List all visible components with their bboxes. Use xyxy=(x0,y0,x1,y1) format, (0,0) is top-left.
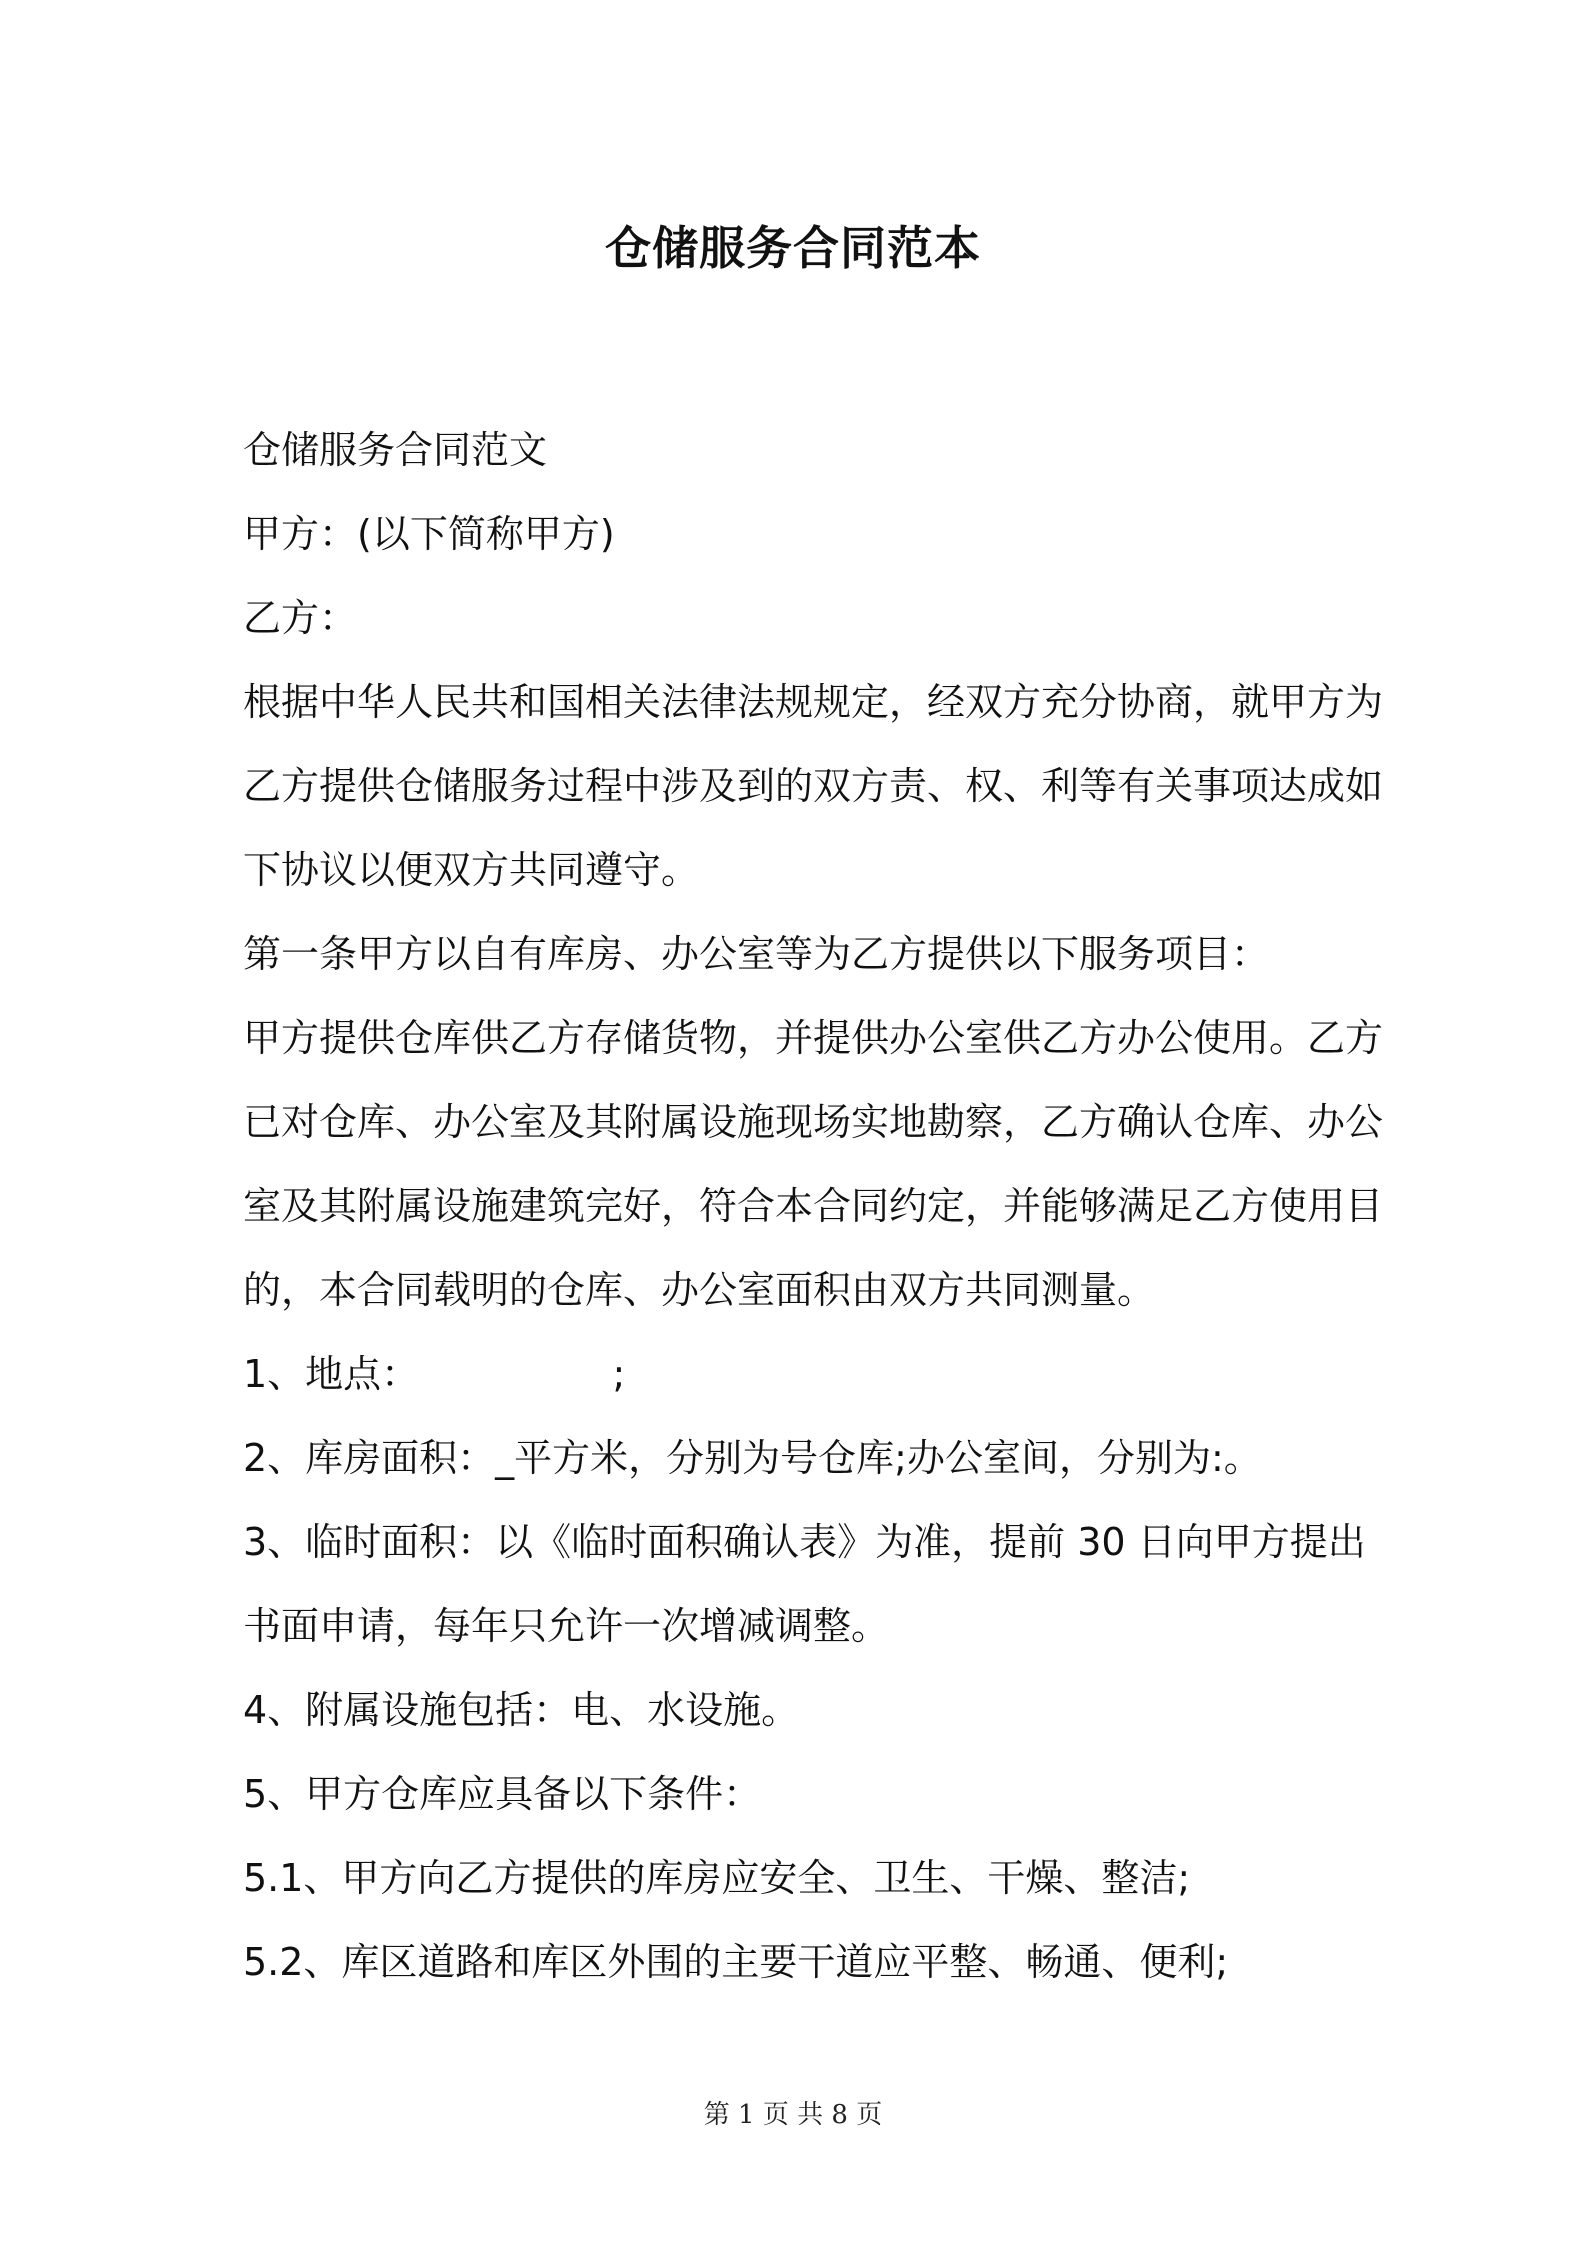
document-title: 仓储服务合同范本 xyxy=(605,221,981,275)
paragraph-line: 3、临时面积：以《临时面积确认表》为准，提前 30 日向甲方提出 xyxy=(243,1520,1366,1564)
document-body xyxy=(243,408,1384,2004)
paragraph-line: 甲方提供仓库供乙方存储货物，并提供办公室供乙方办公使用。乙方 xyxy=(243,1016,1384,1060)
paragraph-line: 下协议以便双方共同遵守。 xyxy=(243,848,700,892)
paragraph-line: 4、附属设施包括：电、水设施。 xyxy=(243,1688,800,1732)
paragraph-line: 乙方提供仓储服务过程中涉及到的双方责、权、利等有关事项达成如 xyxy=(243,764,1384,808)
paragraph-line: 的，本合同载明的仓库、办公室面积由双方共同测量。 xyxy=(243,1268,1156,1312)
paragraph-line: 已对仓库、办公室及其附属设施现场实地勘察，乙方确认仓库、办公 xyxy=(243,1100,1384,1144)
paragraph-line: 根据中华人民共和国相关法律法规规定，经双方充分协商，就甲方为 xyxy=(243,680,1384,724)
paragraph-line: 书面申请，每年只允许一次增减调整。 xyxy=(243,1604,890,1648)
paragraph-line: 1、地点： ; xyxy=(243,1352,626,1396)
paragraph-line: 仓储服务合同范文 xyxy=(243,428,548,472)
paragraph-line: 室及其附属设施建筑完好，符合本合同约定，并能够满足乙方使用目 xyxy=(243,1184,1384,1228)
paragraph-line: 第一条甲方以自有库房、办公室等为乙方提供以下服务项目： xyxy=(243,932,1270,976)
paragraph-line: 乙方： xyxy=(243,596,358,640)
paragraph-line: 5.2、库区道路和库区外围的主要干道应平整、畅通、便利; xyxy=(243,1940,1229,1984)
paragraph-line: 5.1、甲方向乙方提供的库房应安全、卫生、干燥、整洁; xyxy=(243,1856,1191,1900)
page-number-footer: 第 1 页 共 8 页 xyxy=(703,2100,883,2130)
paragraph-line: 5、甲方仓库应具备以下条件： xyxy=(243,1772,762,1816)
paragraph-line: 甲方：(以下简称甲方) xyxy=(243,512,615,556)
paragraph-line: 2、库房面积：_平方米，分别为号仓库;办公室间，分别为:。 xyxy=(243,1436,1262,1480)
